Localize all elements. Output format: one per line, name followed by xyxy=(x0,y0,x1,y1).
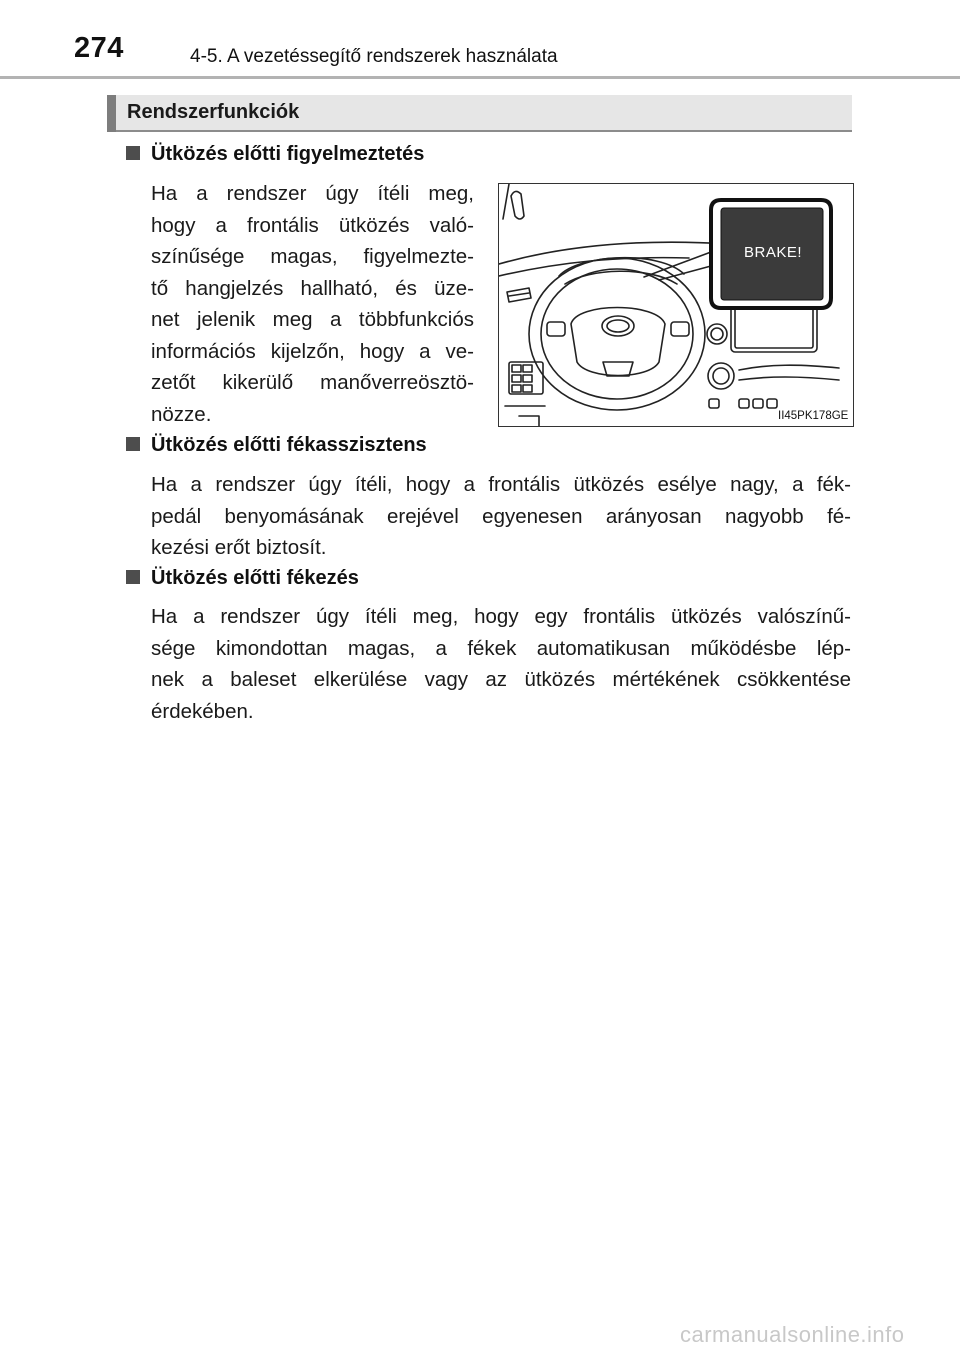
paragraph-line: kezési erőt biztosít. xyxy=(151,536,327,559)
paragraph-line: érdekében. xyxy=(151,699,254,723)
item-heading-1 xyxy=(126,143,424,166)
item-paragraph-1 xyxy=(151,178,474,430)
figure-code: II45PK178GE xyxy=(778,410,849,422)
item-heading-text: Ütközés előtti fékasszisztens xyxy=(151,434,427,456)
page-number: 274 xyxy=(74,32,124,64)
brake-warning-message: BRAKE! xyxy=(743,244,803,261)
square-bullet-icon xyxy=(126,570,140,584)
item-heading-text: Ütközés előtti fékezés xyxy=(151,567,359,589)
section-heading-bar xyxy=(107,95,116,132)
paragraph-line: net jelenik meg a többfunkciós xyxy=(151,308,474,331)
item-heading-2 xyxy=(126,434,427,457)
paragraph-line: pedál benyomásának erejével egyenesen arányosan nagyobb fé- xyxy=(151,504,851,528)
paragraph-line: információs kijelzőn, hogy a ve- xyxy=(151,339,474,363)
paragraph-line: Ha a rendszer úgy ítéli meg, xyxy=(151,182,474,205)
paragraph-line: Ha a rendszer úgy ítéli, hogy a frontális ütközés esélye nagy, a fék- xyxy=(151,473,851,496)
item-paragraph-3 xyxy=(151,601,851,727)
paragraph-line: hogy a frontális ütközés való- xyxy=(151,213,474,237)
watermark: carmanualsonline.info xyxy=(680,1322,905,1347)
paragraph-line: nözze. xyxy=(151,402,212,426)
paragraph-line: színűsége magas, figyelmezte- xyxy=(151,245,474,268)
chapter-title: 4-5. A vezetéssegítő rendszerek használata xyxy=(190,46,558,67)
paragraph-line: nek a baleset elkerülése vagy az ütközés mértékének csökkentése xyxy=(151,668,851,691)
square-bullet-icon xyxy=(126,146,140,160)
page-header xyxy=(0,0,960,80)
item-paragraph-2 xyxy=(151,469,851,564)
section-title: Rendszerfunkciók xyxy=(127,101,300,123)
paragraph-line: sége kimondottan magas, a fékek automatikusan működésbe lép- xyxy=(151,636,851,660)
header-rule xyxy=(0,76,960,79)
paragraph-line: zetőt kikerülő manőverreösztö- xyxy=(151,371,474,394)
item-heading-text: Ütközés előtti figyelmeztetés xyxy=(151,143,425,165)
item-heading-3 xyxy=(126,567,359,590)
dashboard-drawing xyxy=(499,184,853,426)
dashboard-illustration xyxy=(498,183,854,427)
paragraph-line: tő hangjelzés hallható, és üze- xyxy=(151,276,474,300)
square-bullet-icon xyxy=(126,437,140,451)
section-heading-band xyxy=(107,95,852,132)
paragraph-line: Ha a rendszer úgy ítéli meg, hogy egy frontális ütközés valószínű- xyxy=(151,605,851,628)
